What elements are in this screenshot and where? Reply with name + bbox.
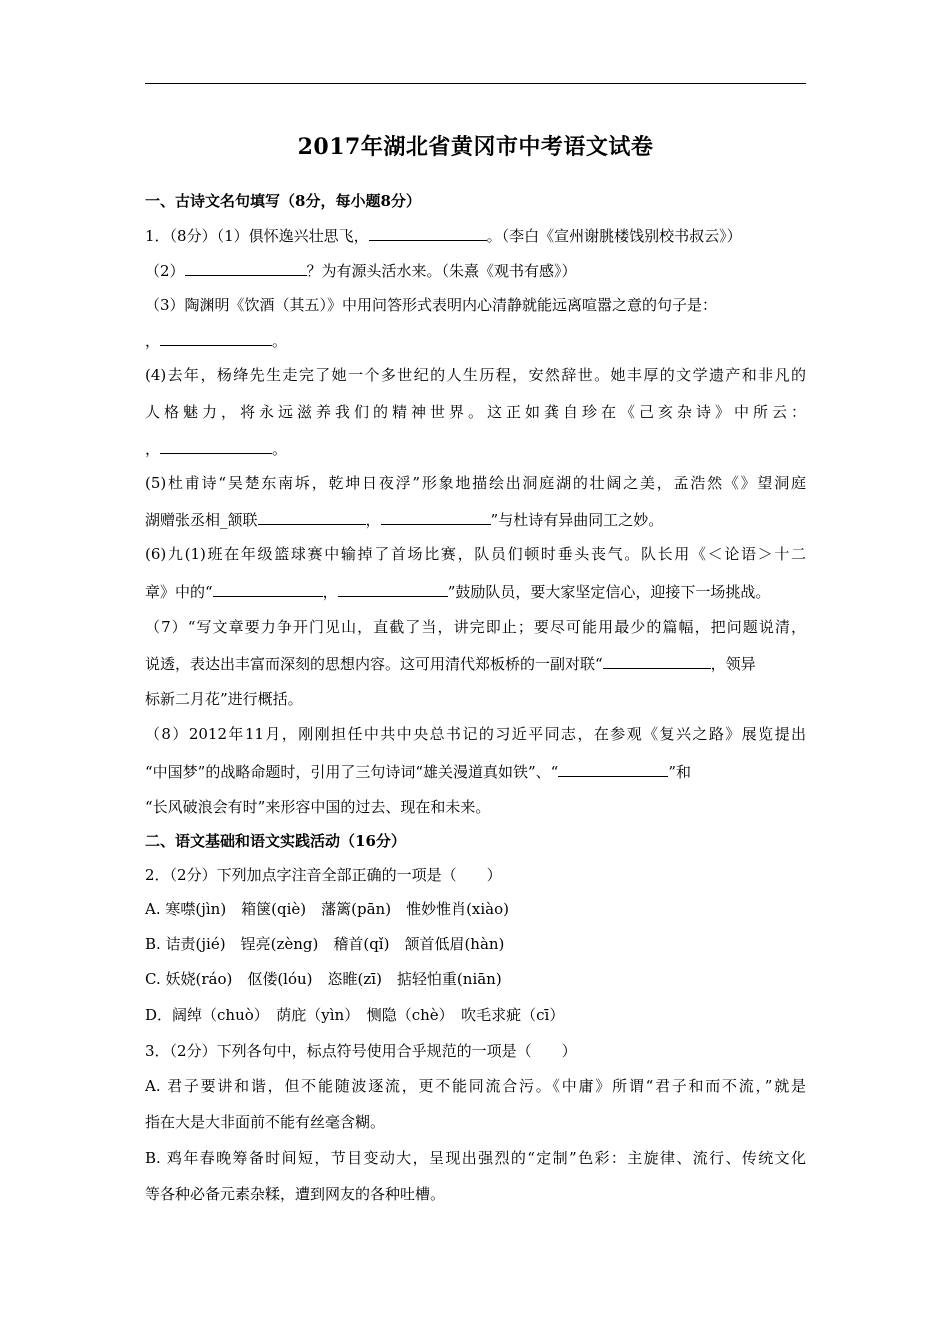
answer-blank bbox=[603, 652, 711, 669]
q1-line-9 bbox=[145, 508, 810, 531]
q1-line-2 bbox=[145, 259, 810, 282]
answer-blank bbox=[160, 437, 272, 454]
text: 章》中的“ bbox=[145, 583, 213, 601]
q1-line-1 bbox=[145, 224, 810, 247]
q1-line-11 bbox=[145, 580, 810, 603]
q3-option-b-line-2: 等各种必备元素杂糅，遭到网友的各种吐槽。 bbox=[145, 1185, 446, 1203]
text: （2） bbox=[145, 262, 185, 280]
answer-blank bbox=[185, 259, 307, 276]
q1-line-8: (5)杜甫诗“吴楚东南坼，乾坤日夜浮”形象地描绘出洞庭湖的壮阔之美，孟浩然《》望洞庭 bbox=[145, 474, 806, 492]
page-title: 2017年湖北省黄冈市中考语文试卷 bbox=[297, 134, 654, 160]
text: ”鼓励队员，要大家坚定信心，迎接下一场挑战。 bbox=[447, 583, 771, 601]
q3-stem: 3．（2分）下列各句中，标点符号使用合乎规范的一项是（ ） bbox=[145, 1042, 577, 1060]
text: ”与杜诗有异曲同工之妙。 bbox=[490, 511, 664, 529]
text: 。（李白《宣州谢朓楼饯别校书叔云》） bbox=[486, 227, 742, 245]
text: ， bbox=[145, 440, 161, 458]
q1-line-14: 标新二月花”进行概括。 bbox=[145, 690, 303, 708]
q1-line-7 bbox=[145, 437, 810, 460]
text: ， bbox=[322, 583, 338, 601]
q1-line-13 bbox=[145, 652, 810, 675]
section-2-heading: 二、语文基础和语文实践活动（16分） bbox=[145, 832, 406, 850]
text: ？为有源头活水来。（朱熹《观书有感》） bbox=[306, 262, 577, 280]
answer-blank bbox=[369, 224, 487, 241]
q1-line-4 bbox=[145, 329, 810, 352]
answer-blank bbox=[160, 329, 272, 346]
text: 说透，表达出丰富而深刻的思想内容。这可用清代郑板桥的一副对联“ bbox=[145, 655, 603, 673]
answer-blank bbox=[381, 508, 491, 525]
text: 。 bbox=[272, 440, 288, 458]
q1-line-17: “长风破浪会有时”来形容中国的过去、现在和未来。 bbox=[145, 798, 491, 816]
text: “中国梦”的战略命题时，引用了三句诗词“雄关漫道真如铁”、“ bbox=[145, 763, 559, 781]
q1-line-15: （8）2012年11月，刚刚担任中共中央总书记的习近平同志，在参观《复兴之路》展览提出 bbox=[145, 725, 806, 743]
text: 湖赠张丞相_颔联 bbox=[145, 511, 258, 529]
q2-option-c: C. 妖娆(ráo) 伛偻(lóu) 恣睢(zī) 掂轻怕重(niān) bbox=[145, 970, 502, 988]
q1-line-3: （3）陶渊明《饮酒（其五）》中用问答形式表明内心清静就能远离喧嚣之意的句子是： bbox=[145, 296, 718, 314]
q1-line-16 bbox=[145, 760, 810, 783]
q1-line-12: （7）“写文章要力争开门见山，直截了当，讲完即止；要尽可能用最少的篇幅，把问题说清， bbox=[145, 618, 806, 636]
q1-line-6: 人格魅力，将永远滋养我们的精神世界。这正如龚自珍在《己亥杂诗》中所云： bbox=[145, 403, 806, 421]
q2-option-a: A. 寒噤(jìn) 箱箧(qiè) 藩篱(pān) 惟妙惟肖(xiào) bbox=[145, 900, 510, 918]
text: ， bbox=[365, 511, 381, 529]
text: ，领异 bbox=[710, 655, 756, 673]
q2-option-b: B. 诘责(jié) 锃亮(zèng) 稽首(qǐ) 颔首低眉(hàn) bbox=[145, 935, 505, 953]
answer-blank bbox=[213, 580, 323, 597]
text: ”和 bbox=[668, 763, 692, 781]
answer-blank bbox=[338, 580, 448, 597]
q3-option-a-line-2: 指在大是大非面前不能有丝毫含糊。 bbox=[145, 1113, 386, 1131]
q3-option-a-line-1: A. 君子要讲和谐，但不能随波逐流，更不能同流合污。《中庸》所谓“君子和而不流，”就是 bbox=[145, 1077, 806, 1095]
q2-stem: 2．（2分）下列加点字注音全部正确的一项是（ ） bbox=[145, 866, 502, 884]
answer-blank bbox=[258, 508, 366, 525]
q2-option-d: D．阔绰（chuò） 荫庇（yìn） 恻隐（chè） 吹毛求疵（cī） bbox=[145, 1006, 565, 1024]
text: 。 bbox=[272, 332, 288, 350]
header-rule bbox=[145, 83, 806, 84]
section-1-heading: 一、古诗文名句填写（8分，每小题8分） bbox=[145, 192, 421, 210]
text: 1．（8分）（1）俱怀逸兴壮思飞， bbox=[145, 227, 369, 245]
q1-line-10: (6)九(1)班在年级篮球赛中输掉了首场比赛，队员们顿时垂头丧气。队长用《＜论语＞十二 bbox=[145, 545, 806, 563]
answer-blank bbox=[558, 760, 668, 777]
text: ， bbox=[145, 332, 161, 350]
q3-option-b-line-1: B. 鸡年春晚筹备时间短，节目变动大，呈现出强烈的“定制”色彩：主旋律、流行、传统文化 bbox=[145, 1149, 806, 1167]
q1-line-5: (4)去年，杨绛先生走完了她一个多世纪的人生历程，安然辞世。她丰厚的文学遗产和非凡的 bbox=[145, 366, 806, 384]
